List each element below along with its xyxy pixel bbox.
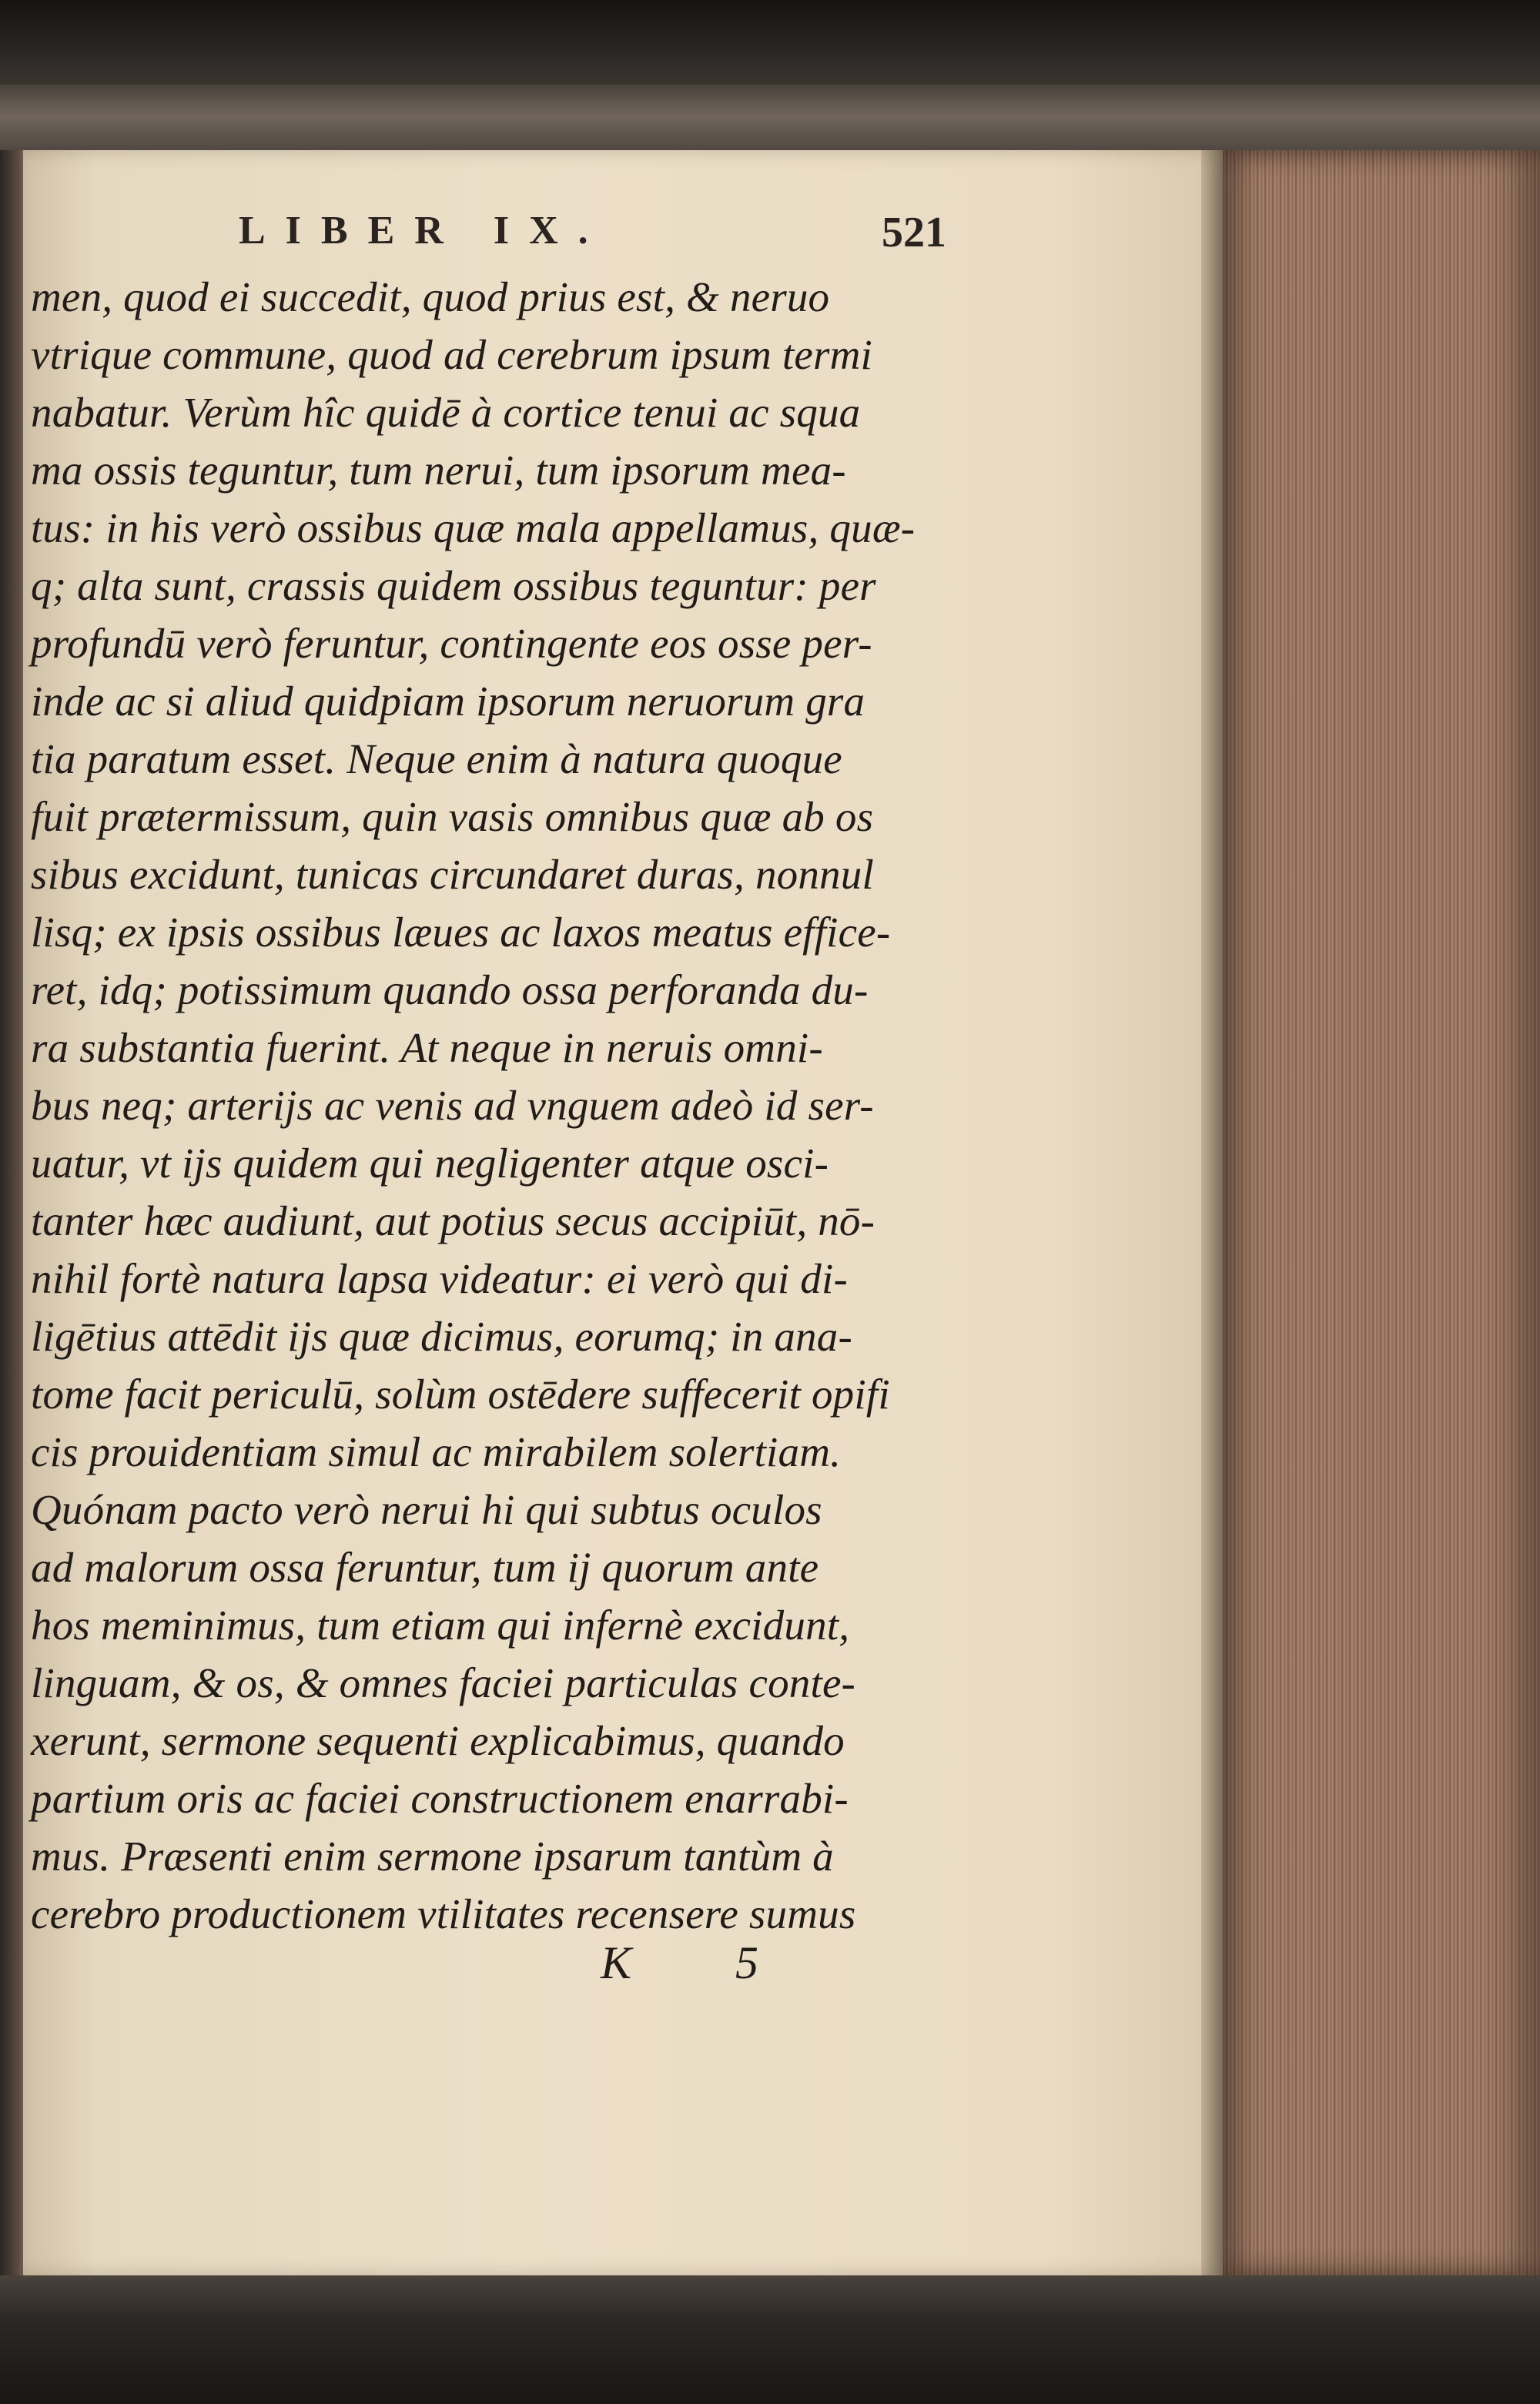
text-line: tanter hæc audiunt, aut potius secus accipiūt, nō- bbox=[31, 1197, 875, 1244]
text-line: xerunt, sermone sequenti explicabimus, quando bbox=[31, 1717, 845, 1764]
text-line: Quónam pacto verò nerui hi qui subtus oculos bbox=[31, 1486, 822, 1533]
signature-mark: K 5 bbox=[601, 1937, 805, 1988]
book-fore-edge bbox=[1223, 150, 1540, 2275]
text-line: ligētius attēdit ijs quæ dicimus, eorumq; in ana- bbox=[31, 1313, 852, 1360]
top-dark-edge bbox=[0, 0, 1540, 85]
running-title: LIBER IX. bbox=[239, 209, 608, 253]
book-binding-strip bbox=[0, 85, 1540, 154]
text-line: fuit prætermissum, quin vasis omnibus quæ ab os bbox=[31, 793, 874, 840]
text-line: tia paratum esset. Neque enim à natura quoque bbox=[31, 735, 842, 782]
text-line: ret, idq; potissimum quando ossa perforanda du- bbox=[31, 966, 869, 1013]
text-line: q; alta sunt, crassis quidem ossibus teguntur: per bbox=[31, 562, 876, 609]
text-line: bus neq; arterijs ac venis ad vnguem adeò id ser- bbox=[31, 1082, 874, 1129]
text-line: mus. Præsenti enim sermone ipsarum tantùm à bbox=[31, 1833, 834, 1880]
text-line: linguam, & os, & omnes faciei particulas conte- bbox=[31, 1659, 856, 1706]
running-head bbox=[31, 208, 986, 270]
text-line: tome facit periculū, solùm ostēdere suffecerit opifi bbox=[31, 1371, 890, 1418]
body-text bbox=[31, 268, 955, 1943]
text-line: vtrique commune, quod ad cerebrum ipsum termi bbox=[31, 331, 873, 378]
text-line: nabatur. Verùm hîc quidē à cortice tenui ac squa bbox=[31, 389, 861, 436]
text-line: men, quod ei succedit, quod prius est, & neruo bbox=[31, 273, 830, 320]
text-line: lisq; ex ipsis ossibus læues ac laxos meatus effice- bbox=[31, 909, 891, 956]
text-line: profundū verò feruntur, contingente eos osse per- bbox=[31, 620, 872, 667]
text-line: tus: in his verò ossibus quæ mala appellamus, quæ- bbox=[31, 504, 916, 551]
text-line: cis prouidentiam simul ac mirabilem solertiam. bbox=[31, 1428, 842, 1475]
text-line: uatur, vt ijs quidem qui negligenter atque osci- bbox=[31, 1140, 829, 1187]
text-line: cerebro productionem vtilitates recensere sumus bbox=[31, 1890, 856, 1937]
text-line: hos meminimus, tum etiam qui infernè excidunt, bbox=[31, 1602, 850, 1649]
page-number: 521 bbox=[882, 209, 946, 256]
text-line: ra substantia fuerint. At neque in neruis omni- bbox=[31, 1024, 823, 1071]
text-line: ma ossis teguntur, tum nerui, tum ipsorum mea- bbox=[31, 447, 846, 494]
text-line: nihil fortè natura lapsa videatur: ei verò qui di- bbox=[31, 1255, 848, 1302]
bottom-dark-edge bbox=[0, 2275, 1540, 2404]
text-line: partium oris ac faciei constructionem enarrabi- bbox=[31, 1775, 849, 1822]
text-line: ad malorum ossa feruntur, tum ij quorum ante bbox=[31, 1544, 819, 1591]
text-line: inde ac si aliud quidpiam ipsorum neruorum gra bbox=[31, 678, 865, 725]
text-line: sibus excidunt, tunicas circundaret duras, nonnul bbox=[31, 851, 874, 898]
